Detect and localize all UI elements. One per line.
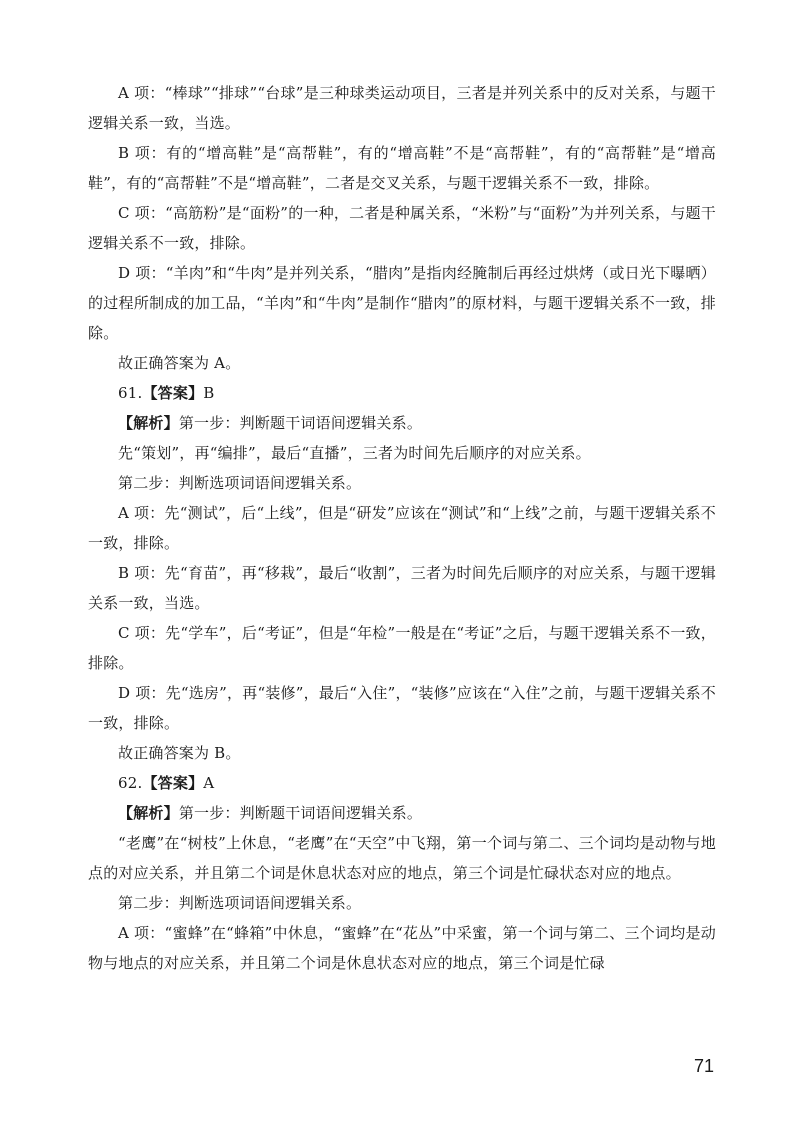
option-b-explanation: B 项：有的“增高鞋”是“高帮鞋”，有的“增高鞋”不是“高帮鞋”，有的“高帮鞋”是“增高鞋”，有的“高帮鞋”不是“增高鞋”，二者是交叉关系，与题干逻辑关系不一致，排除。 (88, 144, 716, 192)
q62-step1: 第一步：判断题干词语间逻辑关系。 (178, 804, 423, 822)
q62-analysis-label: 【解析】 (118, 804, 179, 822)
option-c-explanation: C 项：“高筋粉”是“面粉”的一种，二者是种属关系，“米粉”与“面粉”为并列关系，与题干逻辑关系不一致，排除。 (88, 204, 716, 252)
q62-paragraph: 第二步：判断选项词语间逻辑关系。 (118, 894, 362, 912)
q62-answer-label: 【答案】 (142, 774, 204, 792)
q61-paragraph: B 项：先“育苗”，再“移栽”，最后“收割”，三者为时间先后顺序的对应关系，与题干逻辑关系一致，当选。 (88, 564, 716, 612)
q62-analysis-heading (88, 798, 716, 828)
page-content (88, 78, 716, 978)
q61-analysis-heading (88, 408, 716, 438)
q62-answer-heading (88, 768, 716, 798)
q61-paragraph: 先“策划”，再“编排”，最后“直播”，三者为时间先后顺序的对应关系。 (118, 444, 591, 462)
q62-paragraph: “老鹰”在“树枝”上休息，“老鹰”在“天空”中飞翔，第一个词与第二、三个词均是动物与地点的对应关系，并且第二个词是休息状态对应的地点，第三个词是忙碌状态对应的地点。 (88, 834, 716, 882)
q61-analysis-label: 【解析】 (118, 414, 179, 432)
q61-paragraph: C 项：先“学车”，后“考证”，但是“年检”一般是在“考证”之后，与题干逻辑关系不一致，排除。 (88, 624, 716, 672)
option-a-explanation: A 项：“棒球”“排球”“台球”是三种球类运动项目，三者是并列关系中的反对关系，与题干逻辑关系一致，当选。 (88, 84, 716, 132)
q61-number: 61. (118, 384, 143, 402)
q61-answer-heading (88, 378, 716, 408)
q61-answer: B (203, 384, 215, 402)
q61-paragraph: 第二步：判断选项词语间逻辑关系。 (118, 474, 362, 492)
correct-answer-line: 故正确答案为 A。 (118, 354, 241, 372)
q62-paragraph: A 项：“蜜蜂”在“蜂箱”中休息，“蜜蜂”在“花丛”中采蜜，第一个词与第二、三个词均是动物与地点的对应关系，并且第二个词是休息状态对应的地点，第三个词是忙碌 (88, 924, 716, 972)
page-number: 71 (693, 1056, 714, 1076)
q61-answer-label: 【答案】 (142, 384, 204, 402)
q61-paragraph: A 项：先“测试”，后“上线”，但是“研发”应该在“测试”和“上线”之前，与题干逻辑关系不一致，排除。 (88, 504, 716, 552)
option-d-explanation: D 项：“羊肉”和“牛肉”是并列关系，“腊肉”是指肉经腌制后再经过烘烤（或日光下曝晒）的过程所制成的加工品，“羊肉”和“牛肉”是制作“腊肉”的原材料，与题干逻辑关系不一致，排除。 (88, 264, 716, 342)
q61-paragraph: D 项：先“选房”，再“装修”，最后“入住”，“装修”应该在“入住”之前，与题干逻辑关系不一致，排除。 (88, 684, 716, 732)
q62-number: 62. (118, 774, 143, 792)
q62-answer: A (203, 774, 215, 792)
q61-step1: 第一步：判断题干词语间逻辑关系。 (178, 414, 423, 432)
q61-correct-answer: 故正确答案为 B。 (118, 744, 241, 762)
